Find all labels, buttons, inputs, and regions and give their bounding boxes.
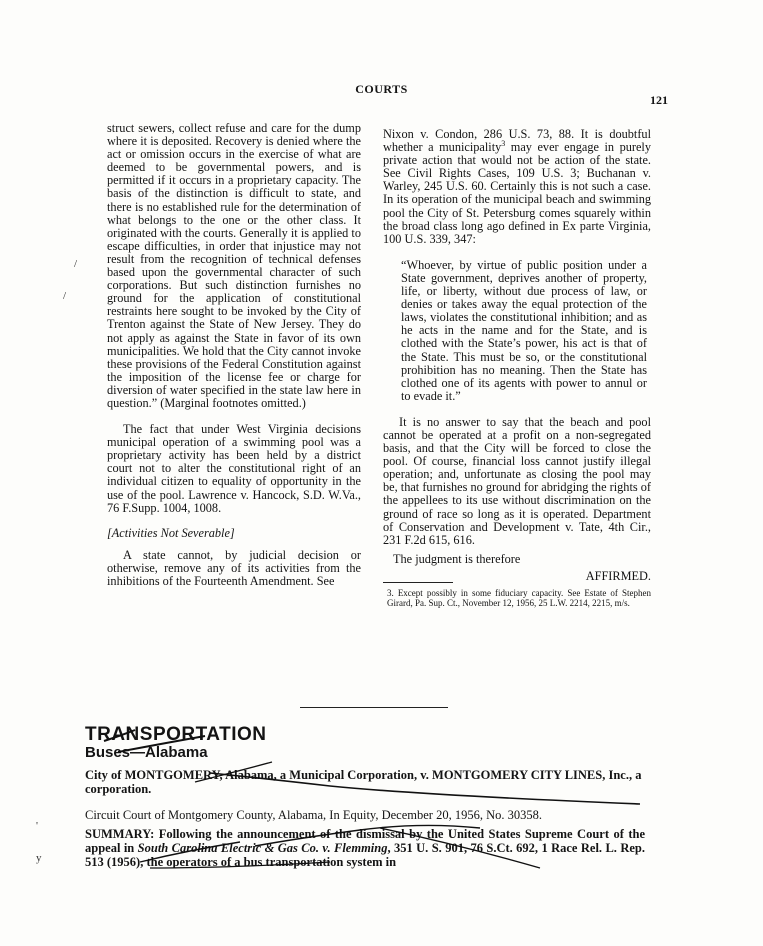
footnote-rule bbox=[383, 582, 453, 583]
block-quote: “Whoever, by virtue of public position under a State government, deprives another of property, life, or liberty, without due process of law, or denies or takes away the equal protection of the laws, violates the constitutional inhibition; and as he acts in the name and for the State, and is clothed with the State’s power, his act is that of the State. This must be so, or the constitutional prohibition has no meaning. Then the State has clothed one of its agents with power to annul or to evade it.” bbox=[401, 257, 647, 403]
affirmed-row bbox=[383, 570, 651, 583]
summary-case-name: South Carolina Electric & Gas Co. v. Flemming bbox=[137, 841, 388, 855]
footnote-marker: 3 bbox=[501, 139, 506, 148]
case-summary bbox=[85, 827, 645, 869]
case-court: Circuit Court of Montgomery County, Alabama, In Equity, December 20, 1956, No. 30358. bbox=[85, 808, 542, 822]
running-head: COURTS bbox=[355, 82, 408, 96]
section-divider bbox=[300, 707, 448, 708]
affirmed-label: AFFIRMED. bbox=[585, 568, 651, 583]
right-column bbox=[383, 128, 651, 608]
section-subheading-topic: Buses—Alabama bbox=[85, 744, 208, 761]
margin-mark: ' bbox=[36, 820, 38, 832]
summary-text-b: , 351 U. S. 901, 76 S.Ct. 692, 1 Race Rel. L. Rep. 513 (1956), the operators of a bus transportation system in bbox=[85, 841, 645, 869]
summary-text-a: Following the announcement of the dismissal by the United States Supreme Court of the appeal in bbox=[85, 827, 645, 855]
margin-mark: y bbox=[36, 852, 42, 864]
left-paragraph-1: struct sewers, collect refuse and care for the dump where it is deposited. Recovery is denied where the act or omission occurs in the exercise of what are deemed to be governmental powers, and is permitted if it occurs in a proprietary capacity. The basis of the distinction is difficult to state, and there is no established rule for the determination of what belongs to the one or the other class. It originated with the courts. Generally it is applied to escape difficulties, in order that injustice may not result from the recognition of technical defenses based upon the governmental character of such corporations. But such distinction furnishes no ground for the application of constitutional restraints here sought to be invoked by the City of Trenton against the State of New Jersey. They do not apply as against the State in favor of its own municipalities. We hold that the City cannot invoke these provisions of the Federal Constitution against the imposition of the license fee or charge for diversion of water specified in the state law here in question.” (Marginal footnotes omitted.) bbox=[107, 121, 361, 410]
right-paragraph-1-text-a: Nixon v. Condon, 286 U.S. 73, 88. It is doubtful whether a municipality bbox=[383, 127, 651, 155]
margin-mark: / bbox=[63, 290, 67, 302]
right-paragraph-1 bbox=[383, 128, 651, 246]
case-title: City of MONTGOMERY, Alabama, a Municipal Corporation, v. MONTGOMERY CITY LINES, Inc., a corporation. bbox=[85, 768, 642, 796]
left-paragraph-3: A state cannot, by judicial decision or otherwise, remove any of its activities from the inhibitions of the Fourteenth Amendment. See bbox=[107, 547, 361, 588]
margin-mark: / bbox=[74, 258, 78, 270]
right-paragraph-1-text-b: may ever engage in purely private action that would not be action of the state. See Civil Rights Cases, 109 U.S. 3; Buchanan v. Warley, 245 U.S. 60. Certainly this is not such a case. In its operation of the municipal beach and swimming pool the City of St. Petersburg comes squarely within the broad class long ago defined in Ex parte Virginia, 100 U.S. 339, 347: bbox=[383, 140, 651, 246]
judgment-text: The judgment is therefore bbox=[393, 551, 521, 566]
section-heading: TRANSPORTATION bbox=[85, 724, 267, 745]
section-subheading: [Activities Not Severable] bbox=[107, 525, 235, 540]
left-column bbox=[107, 122, 361, 588]
judgment-row bbox=[383, 553, 651, 566]
right-paragraph-2: It is no answer to say that the beach and pool cannot be operated at a profit on a non-segregated basis, and that the City will be forced to close the pool. Of course, financial loss cannot justify illegal operation; and, unfortunate as closing the pool may be, that furnishes no ground for abridging the rights of the appellees to its use without discrimination on the ground of race so long as it is operated. Department of Conservation and Development v. Tate, 4th Cir., 231 F.2d 615, 616. bbox=[383, 414, 651, 547]
page-number: 121 bbox=[650, 93, 668, 107]
left-paragraph-2: The fact that under West Virginia decisions municipal operation of a swimming pool was a proprietary activity has been held by a district court not to alter the constitutional right of an individual citizen to equality of opportunity in the use of the pool. Lawrence v. Hancock, S.D. W.Va., 76 F.Supp. 1004, 1008. bbox=[107, 422, 361, 515]
footnote: 3. Except possibly in some fiduciary capacity. See Estate of Stephen Girard, Pa. Sup. Ct., November 12, 1956, 25 L.W. 2214, 2215, m/s. bbox=[387, 588, 651, 608]
case-block bbox=[85, 768, 645, 869]
summary-label: SUMMARY: bbox=[85, 827, 155, 841]
